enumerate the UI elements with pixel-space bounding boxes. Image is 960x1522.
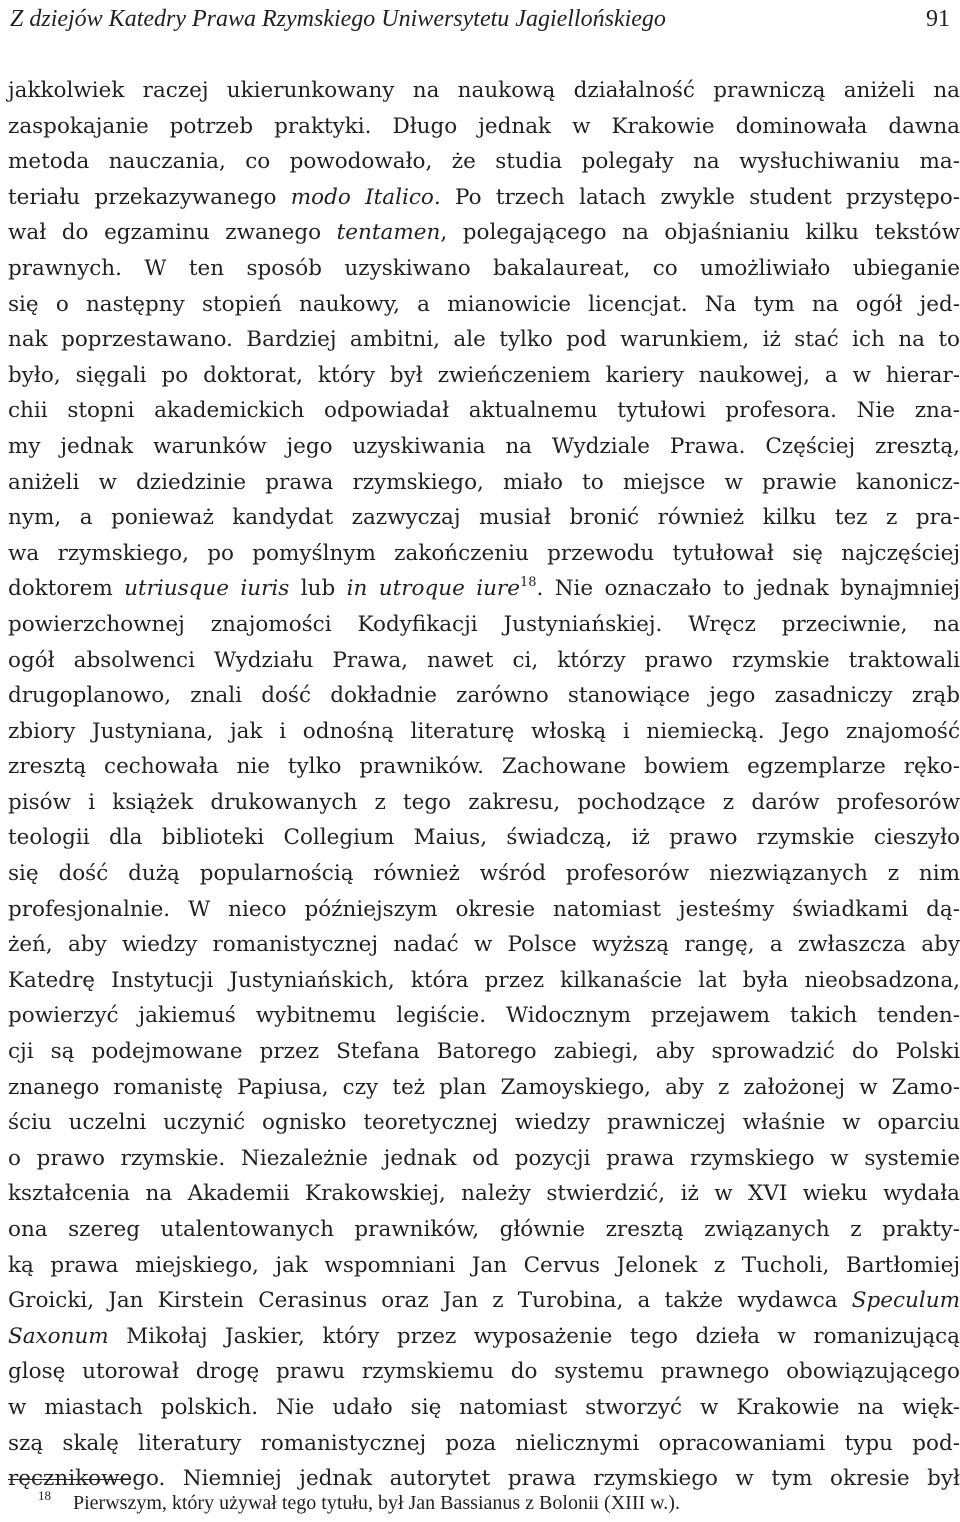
text-segment: ona szereg utalentowanych prawników, głównie zresztą związanych z prakty- bbox=[8, 1217, 960, 1242]
running-title: Z dziejów Katedry Prawa Rzymskiego Uniwersytetu Jagiellońskiego bbox=[10, 6, 666, 32]
text-segment: żeń, aby wiedzy romanistycznej nadać w Polsce wyższą rangę, a zwłaszcza aby bbox=[8, 932, 960, 958]
text-segment: doktorem bbox=[8, 576, 125, 602]
italic-term: tentamen bbox=[336, 220, 441, 246]
text-line bbox=[8, 536, 960, 572]
text-line bbox=[8, 678, 960, 714]
text-line bbox=[8, 963, 960, 999]
text-segment: nak poprzestawano. Bardziej ambitni, ale tylko pod warunkiem, iż stać ich na to bbox=[8, 327, 960, 353]
footnote-marker: 18 bbox=[38, 1488, 51, 1503]
text-line bbox=[8, 73, 960, 109]
text-line bbox=[8, 322, 960, 358]
text-segment: powierzyć jakiemuś wybitnemu legiście. Widocznym przejawem takich tenden- bbox=[8, 1003, 960, 1029]
footnote-separator bbox=[8, 1479, 131, 1480]
text-segment: glosę utorował drogę prawu rzymskiemu do systemu prawnego obowiązującego bbox=[8, 1359, 960, 1385]
text-line bbox=[8, 1105, 960, 1141]
italic-term: Speculum bbox=[851, 1288, 960, 1314]
text-line bbox=[8, 714, 960, 750]
text-line bbox=[8, 571, 960, 607]
text-segment: teologii dla biblioteki Collegium Maius, świadczą, iż prawo rzymskie cieszyło bbox=[8, 825, 960, 851]
text-segment: . Nie oznaczało to jednak bynajmniej bbox=[536, 576, 960, 602]
text-segment: . Po trzech latach zwykle student przystępo- bbox=[433, 184, 960, 210]
text-segment: pisów i książek drukowanych z tego zakresu, pochodzące z darów profesorów bbox=[8, 789, 960, 815]
text-segment: było, sięgali po doktorat, który był zwieńczeniem kariery naukowej, a w hierar- bbox=[8, 362, 960, 388]
text-segment: aniżeli w dziedzinie prawa rzymskiego, miało to miejsce w prawie kanonicz- bbox=[8, 469, 960, 495]
text-line bbox=[8, 749, 960, 785]
text-segment: chii stopni akademickich odpowiadał aktualnemu tytułowi profesora. Nie zna- bbox=[8, 398, 960, 424]
text-line bbox=[8, 856, 960, 892]
text-segment: ogół absolwenci Wydziału Prawa, nawet ci, którzy prawo rzymskie traktowali bbox=[8, 647, 960, 673]
text-segment: profesjonalnie. W nieco późniejszym okresie natomiast jesteśmy świadkami dą- bbox=[8, 896, 960, 922]
text-segment: teriału przekazywanego bbox=[8, 184, 291, 210]
text-segment: kształcenia na Akademii Krakowskiej, należy stwierdzić, iż w XVI wieku wydała bbox=[8, 1181, 960, 1207]
italic-term: in utroque iure bbox=[346, 576, 520, 602]
text-line bbox=[8, 998, 960, 1034]
text-segment: się o następny stopień naukowy, a mianowicie licencjat. Na tym na ogół jed- bbox=[8, 291, 960, 317]
text-segment: lub bbox=[289, 576, 347, 602]
text-segment: jakkolwiek raczej ukierunkowany na naukową działalność prawniczą aniżeli na bbox=[8, 78, 960, 103]
footnote-text: Pierwszym, który używał tego tytułu, był Jan Bassianus z Bolonii (XIII w.). bbox=[73, 1492, 680, 1514]
text-line bbox=[8, 180, 960, 216]
text-segment: ściu uczelni uczynić ognisko teoretycznej wiedzy prawniczej właśnie w oparciu bbox=[8, 1110, 960, 1136]
main-text bbox=[8, 73, 960, 1497]
text-line bbox=[8, 358, 960, 394]
text-line bbox=[8, 1141, 960, 1177]
text-line bbox=[8, 1283, 960, 1319]
text-line bbox=[8, 1354, 960, 1390]
text-segment: nym, a ponieważ kandydat zazwyczaj musiał bronić również kilku tez z pra- bbox=[8, 505, 960, 531]
text-line bbox=[8, 287, 960, 323]
text-segment: Groicki, Jan Kirstein Cerasinus oraz Jan z Turobina, a także wydawca bbox=[8, 1288, 852, 1314]
italic-term: Saxonum bbox=[8, 1323, 109, 1349]
text-segment: metoda nauczania, co powodowało, że studia polegały na wysłuchiwaniu ma- bbox=[8, 149, 960, 175]
text-segment: cji są podejmowane przez Stefana Batorego zabiegi, aby sprowadzić do Polski bbox=[8, 1039, 960, 1065]
running-header bbox=[10, 2, 950, 36]
footnote-reference: 18 bbox=[519, 575, 537, 591]
text-segment: ką prawa miejskiego, jak wspomniani Jan Cervus Jelonek z Tucholi, Bartłomiej bbox=[8, 1252, 960, 1278]
text-segment: szą skalę literatury romanistycznej poza nielicznymi opracowaniami typu pod- bbox=[8, 1430, 960, 1456]
text-line bbox=[8, 109, 960, 145]
text-line bbox=[8, 1176, 960, 1212]
text-line bbox=[8, 1390, 960, 1426]
text-segment: Katedrę Instytucji Justyniańskich, która przez kilkanaście lat była nieobsadzona, bbox=[8, 967, 960, 993]
text-line bbox=[8, 500, 960, 536]
page-number: 91 bbox=[926, 6, 950, 32]
text-line bbox=[8, 607, 960, 643]
text-line bbox=[8, 1070, 960, 1106]
text-line bbox=[8, 215, 960, 251]
text-line bbox=[8, 429, 960, 465]
italic-term: utriusque iuris bbox=[124, 576, 290, 602]
text-segment: zbiory Justyniana, jak i odnośną literaturę włoską i niemiecką. Jego znajomość bbox=[8, 718, 960, 744]
text-segment: w miastach polskich. Nie udało się natomiast stworzyć w Krakowie na więk- bbox=[8, 1394, 960, 1420]
text-segment: się dość dużą popularnością również wśród profesorów niezwiązanych z nim bbox=[8, 861, 960, 887]
text-line bbox=[8, 892, 960, 928]
text-segment: prawnych. W ten sposób uzyskiwano bakalaureat, co umożliwiało ubieganie bbox=[8, 255, 960, 281]
text-segment: wa rzymskiego, po pomyślnym zakończeniu przewodu tytułował się najczęściej bbox=[8, 540, 960, 566]
text-line bbox=[8, 1319, 960, 1355]
text-line bbox=[8, 1212, 960, 1248]
text-segment: znanego romanistę Papiusa, czy też plan Zamoyskiego, aby z założonej w Zamo- bbox=[8, 1074, 960, 1100]
text-line bbox=[8, 1426, 960, 1462]
text-segment: , polegającego na objaśnianiu kilku tekstów bbox=[440, 220, 960, 246]
text-line bbox=[8, 643, 960, 679]
text-line bbox=[8, 820, 960, 856]
text-line bbox=[8, 465, 960, 501]
text-segment: powierzchownej znajomości Kodyfikacji Justyniańskiej. Wręcz przeciwnie, na bbox=[8, 611, 960, 637]
text-line bbox=[8, 1034, 960, 1070]
text-line bbox=[8, 785, 960, 821]
text-line bbox=[8, 144, 960, 180]
text-segment: wał do egzaminu zwanego bbox=[8, 220, 337, 246]
text-segment: o prawo rzymskie. Niezależnie jednak od pozycji prawa rzymskiego w systemie bbox=[8, 1145, 960, 1171]
text-line bbox=[8, 393, 960, 429]
text-segment: zresztą cechowała nie tylko prawników. Zachowane bowiem egzemplarze ręko- bbox=[8, 754, 960, 780]
text-line bbox=[8, 251, 960, 287]
text-segment: my jednak warunków jego uzyskiwania na Wydziale Prawa. Częściej zresztą, bbox=[8, 433, 960, 459]
text-line bbox=[8, 1248, 960, 1284]
text-segment: ręcznikowego. Niemniej jednak autorytet prawa rzymskiego w tym okresie był bbox=[8, 1466, 960, 1492]
footnote bbox=[38, 1488, 938, 1520]
text-segment: Mikołaj Jaskier, który przez wyposażenie tego dzieła w romanizującą bbox=[108, 1323, 960, 1349]
text-segment: drugoplanowo, znali dość dokładnie zarówno stanowiące jego zasadniczy zrąb bbox=[8, 683, 960, 709]
text-line bbox=[8, 927, 960, 963]
text-segment: zaspokajanie potrzeb praktyki. Długo jednak w Krakowie dominowała dawna bbox=[8, 113, 960, 139]
italic-term: modo Italico bbox=[290, 184, 434, 210]
